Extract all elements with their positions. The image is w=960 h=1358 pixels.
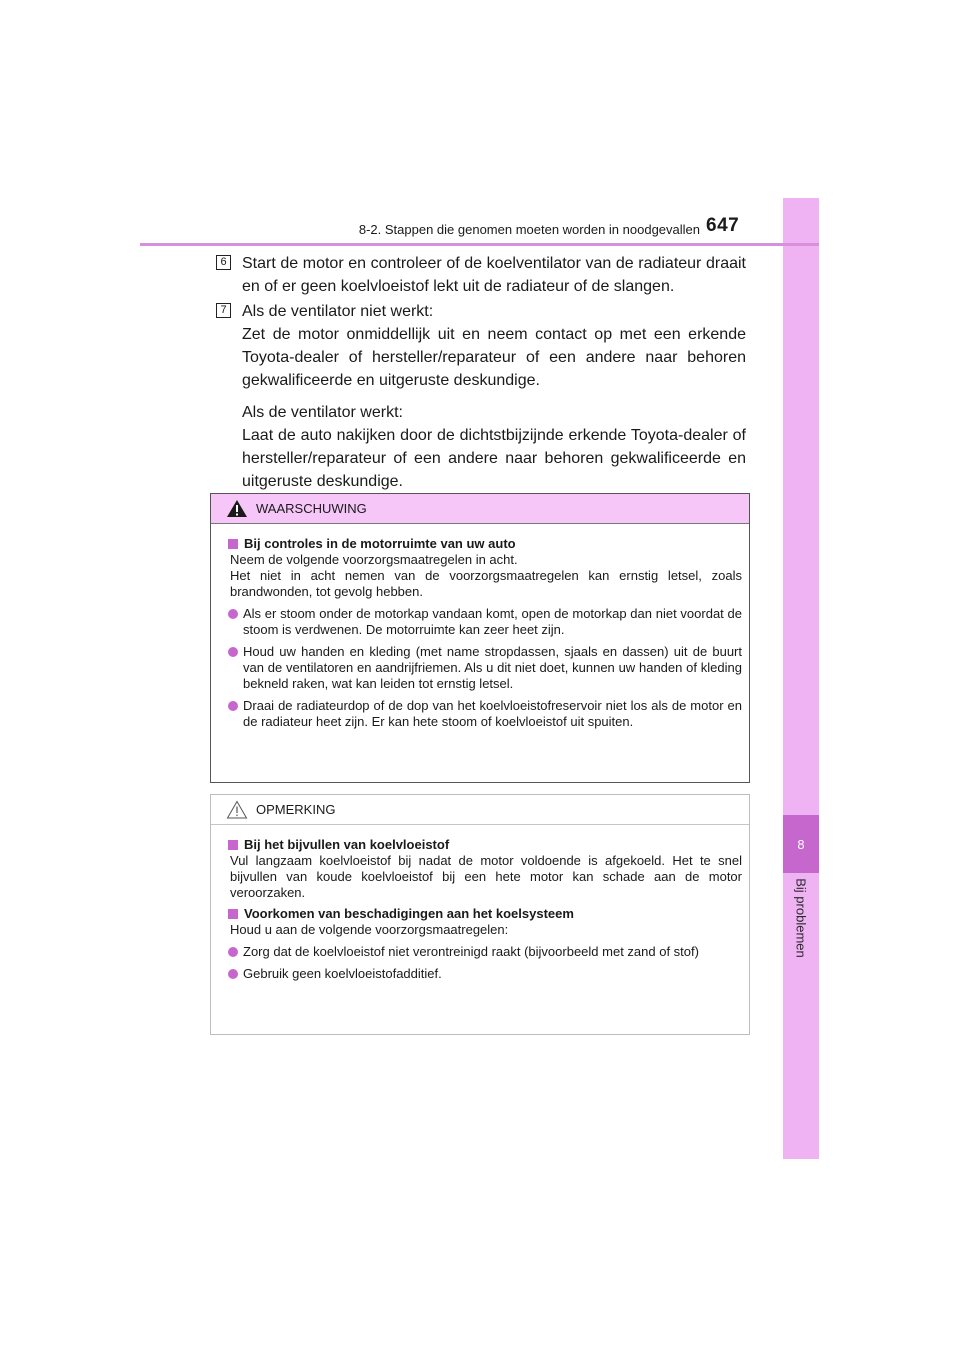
warning-bullet: Als er stoom onder de motorkap vandaan komt, open de motorkap dan niet voordat de stoom is verdwenen. De motorruimte kan zeer heet zijn.: [228, 606, 742, 638]
warning-bullet: Draai de radiateurdop of de dop van het koelvloeistofreservoir niet los als de motor en de radiateur heet zijn. Er kan hete stoom of koelvloeistof uit spuiten.: [228, 698, 742, 730]
header-divider: [140, 243, 819, 246]
warning-box: [210, 493, 750, 783]
step-text: Start de motor en controleer of de koelventilator van de radiateur draait en of er geen koelvloeistof lekt uit de radiateur of de slangen.: [242, 255, 746, 295]
step-number-badge: 6: [216, 255, 231, 270]
round-bullet-icon: [228, 947, 238, 957]
step-text-condition: Als de ventilator niet werkt:: [242, 303, 434, 320]
warning-bullet: Houd uw handen en kleding (met name stropdassen, sjaals en dassen) uit de buurt van de ventilatoren en aandrijfriemen. Als u dit niet doet, kunnen uw handen of kleding bekneld raken, wat kan leiden tot ernstig letsel.: [228, 644, 742, 692]
notice-text: Houd u aan de volgende voorzorgsmaatregelen:: [230, 922, 509, 937]
caution-triangle-icon: [226, 800, 248, 819]
chapter-title-label: Bij problemen: [793, 878, 809, 958]
section-title: 8-2. Stappen die genomen moeten worden in noodgevallen: [358, 222, 700, 237]
warning-title: WAARSCHUWING: [256, 501, 367, 516]
step-6: [216, 252, 746, 298]
step-text: Laat de auto nakijken door de dichtstbijzijnde erkende Toyota-dealer of hersteller/reparateur of een andere naar behoren gekwalificeerde en uitgeruste deskundige.: [242, 427, 746, 490]
step-number-badge: 7: [216, 303, 231, 318]
warning-header: [211, 494, 749, 524]
warning-intro-line: Neem de volgende voorzorgsmaatregelen in acht.: [230, 552, 518, 567]
step-7: [216, 300, 746, 493]
round-bullet-icon: [228, 969, 238, 979]
step-text: Zet de motor onmiddellijk uit en neem contact op met een erkende Toyota-dealer of hersteller/reparateur of een andere naar behoren gekwalificeerde en uitgeruste deskundige.: [242, 326, 746, 389]
square-bullet-icon: [228, 840, 238, 850]
square-bullet-icon: [228, 909, 238, 919]
warning-triangle-icon: [226, 499, 248, 518]
warning-heading: Bij controles in de motorruimte van uw auto: [228, 536, 742, 552]
page-number: 647: [706, 215, 740, 236]
step-text-condition: Als de ventilator werkt:: [242, 404, 403, 421]
round-bullet-icon: [228, 701, 238, 711]
warning-intro-line: Het niet in acht nemen van de voorzorgsmaatregelen kan ernstig letsel, zoals brandwonden, tot gevolg hebben.: [230, 568, 742, 599]
notice-header: [211, 795, 749, 825]
round-bullet-icon: [228, 647, 238, 657]
chapter-number-tab: 8: [783, 815, 819, 873]
notice-bullet: Gebruik geen koelvloeistofadditief.: [228, 966, 742, 982]
notice-box: [210, 794, 750, 1035]
notice-heading: Bij het bijvullen van koelvloeistof: [228, 837, 742, 853]
notice-title: OPMERKING: [256, 802, 336, 817]
notice-bullet: Zorg dat de koelvloeistof niet verontreinigd raakt (bijvoorbeeld met zand of stof): [228, 944, 742, 960]
notice-text: Vul langzaam koelvloeistof bij nadat de motor voldoende is afgekoeld. Het te snel bijvullen van koude koelvloeistof bij een hete motor kan schade aan de motor veroorzaken.: [230, 853, 742, 900]
round-bullet-icon: [228, 609, 238, 619]
square-bullet-icon: [228, 539, 238, 549]
chapter-side-tab: [783, 198, 819, 1159]
notice-heading: Voorkomen van beschadigingen aan het koelsysteem: [228, 906, 742, 922]
